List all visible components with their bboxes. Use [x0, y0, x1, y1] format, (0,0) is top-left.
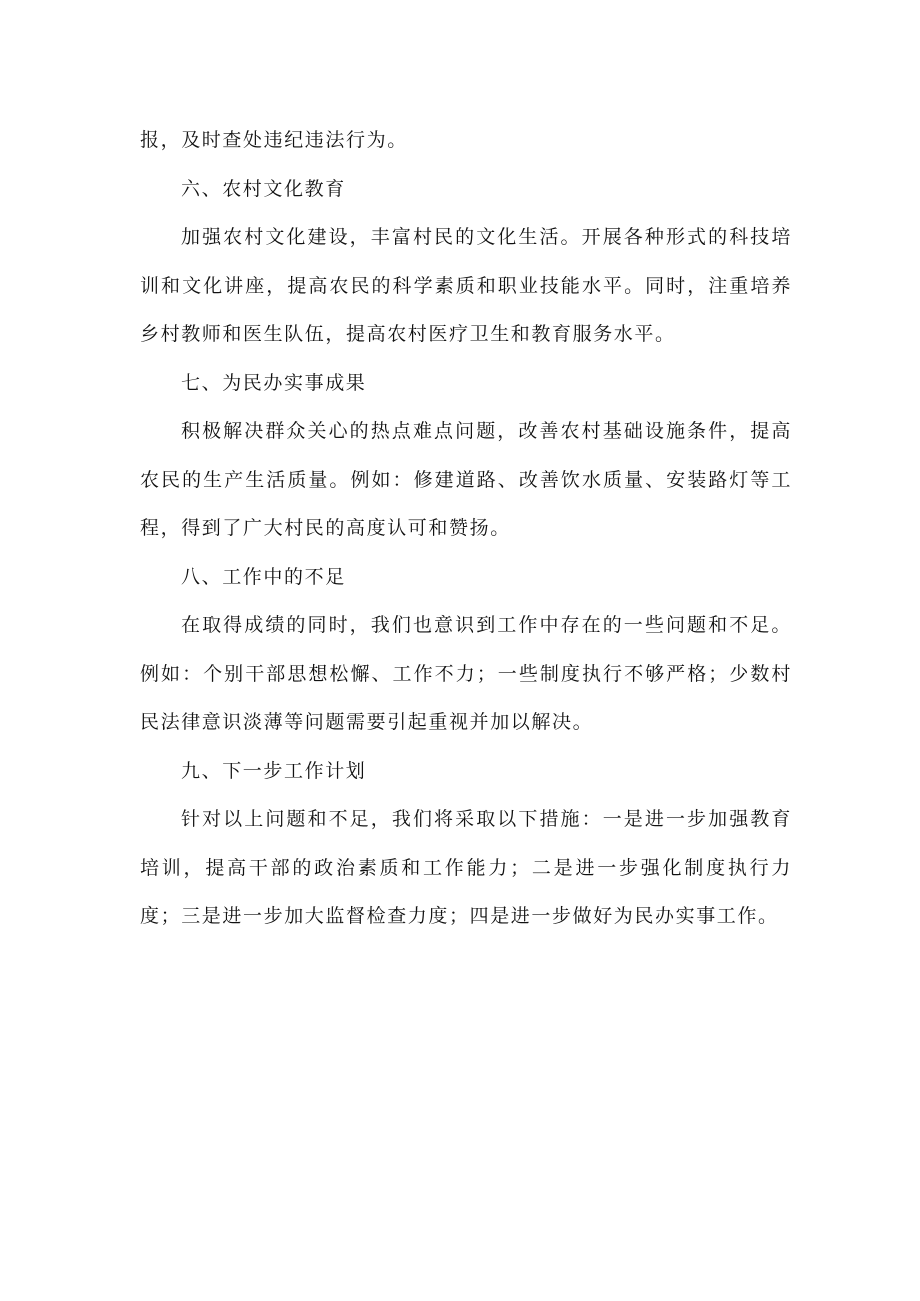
paragraph-continuation: 报，及时查处违纪违法行为。: [140, 129, 408, 151]
section-heading-culture-education: 六、农村文化教育: [181, 177, 346, 200]
paragraph-culture-education: 加强农村文化建设，丰富村民的文化生活。开展各种形式的科技培训和文化讲座，提高农民的科学素质和职业技能水平。同时，注重培养乡村教师和医生队伍，提高农村医疗卫生和教育服务水平。: [140, 226, 792, 345]
document-body: [140, 116, 792, 941]
paragraph-practical-results: 积极解决群众关心的热点难点问题，改善农村基础设施条件，提高农民的生产生活质量。例如：修建道路、改善饮水质量、安装路灯等工程，得到了广大村民的高度认可和赞扬。: [140, 420, 792, 539]
paragraph-shortcomings: 在取得成绩的同时，我们也意识到工作中存在的一些问题和不足。例如：个别干部思想松懈、工作不力；一些制度执行不够严格；少数村民法律意识淡薄等问题需要引起重视并加以解决。: [140, 614, 792, 733]
section-heading-shortcomings: 八、工作中的不足: [181, 565, 346, 588]
paragraph-next-plan: 针对以上问题和不足，我们将采取以下措施：一是进一步加强教育培训，提高干部的政治素质和工作能力；二是进一步强化制度执行力度；三是进一步加大监督检查力度；四是进一步做好为民办实事工作。: [140, 808, 792, 927]
section-heading-next-plan: 九、下一步工作计划: [181, 759, 367, 782]
section-heading-practical-results: 七、为民办实事成果: [181, 371, 367, 394]
